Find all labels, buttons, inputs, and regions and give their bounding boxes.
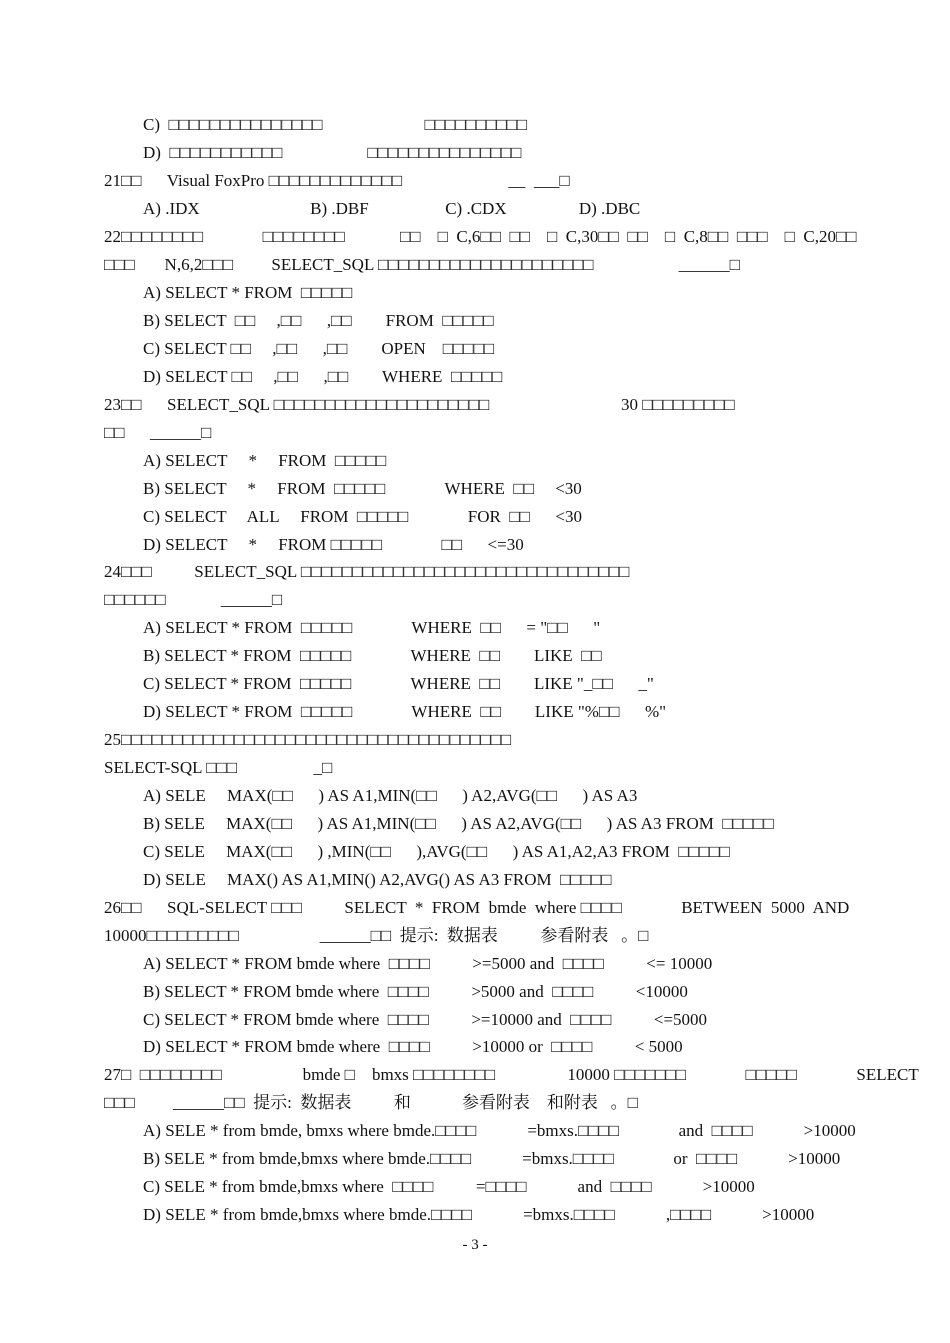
option-line: C) SELECT * FROM □□□□□ WHERE □□ LIKE "_□□ _" <box>143 674 654 693</box>
option-line: C) SELE MAX(□□ ) ,MIN(□□ ),AVG(□□ ) AS A1,A2,A3 FROM □□□□□ <box>143 842 730 861</box>
question-line: 24□□□ SELECT_SQL □□□□□□□□□□□□□□□□□□□□□□□□□□□□□□□□ <box>104 562 630 581</box>
question-line: □□□ N,6,2□□□ SELECT_SQL □□□□□□□□□□□□□□□□□□□□□ ______□ <box>104 255 740 274</box>
question-line: 26□□ SQL-SELECT □□□ SELECT * FROM bmde where □□□□ BETWEEN 5000 AND <box>104 898 850 917</box>
question-line: 27□ □□□□□□□□ bmde □ bmxs □□□□□□□□ 10000 □□□□□□□ □□□□□ SELECT <box>104 1065 919 1084</box>
option-line: B) SELECT □□ ,□□ ,□□ FROM □□□□□ <box>143 311 494 330</box>
option-line: B) SELECT * FROM □□□□□ WHERE □□ LIKE □□ <box>143 646 602 665</box>
option-line: A) SELECT * FROM □□□□□ WHERE □□ = "□□ " <box>143 618 601 637</box>
question-line: 22□□□□□□□□ □□□□□□□□ □□ □ C,6□□ □□ □ C,30□□ □□ □ C,8□□ □□□ □ C,20□□ <box>104 227 857 246</box>
question-line: 21□□ Visual FoxPro □□□□□□□□□□□□□ __ ___□ <box>104 171 570 190</box>
option-line: A) SELECT * FROM □□□□□ <box>143 283 353 302</box>
option-line: B) SELE MAX(□□ ) AS A1,MIN(□□ ) AS A2,AVG(□□ ) AS A3 FROM □□□□□ <box>143 814 774 833</box>
question-line: □□□ ______□□ 提示: 数据表 和 参看附表 和附表 。□ <box>104 1093 638 1112</box>
question-line: □□□□□□ ______□ <box>104 590 283 609</box>
option-line: D) SELECT * FROM □□□□□ □□ <=30 <box>143 535 524 554</box>
option-line: A) .IDX B) .DBF C) .CDX D) .DBC <box>143 199 641 218</box>
option-line: A) SELECT * FROM bmde where □□□□ >=5000 and □□□□ <= 10000 <box>143 954 713 973</box>
option-line: A) SELE MAX(□□ ) AS A1,MIN(□□ ) A2,AVG(□□ ) AS A3 <box>143 786 638 805</box>
option-line: A) SELECT * FROM □□□□□ <box>143 451 387 470</box>
option-line: C) SELECT □□ ,□□ ,□□ OPEN □□□□□ <box>143 339 495 358</box>
question-line: SELECT-SQL □□□ _□ <box>104 758 333 777</box>
option-line: B) SELECT * FROM bmde where □□□□ >5000 and □□□□ <10000 <box>143 982 688 1001</box>
option-line: C) SELE * from bmde,bmxs where □□□□ =□□□□ and □□□□ >10000 <box>143 1177 755 1196</box>
question-line: 23□□ SELECT_SQL □□□□□□□□□□□□□□□□□□□□□ 30 □□□□□□□□□ <box>104 395 735 414</box>
question-line: □□ ______□ <box>104 423 212 442</box>
option-line: D) SELE * from bmde,bmxs where bmde.□□□□ =bmxs.□□□□ ,□□□□ >10000 <box>143 1205 815 1224</box>
option-line: D) SELECT * FROM □□□□□ WHERE □□ LIKE "%□□ %" <box>143 702 667 721</box>
option-line: C) SELECT ALL FROM □□□□□ FOR □□ <30 <box>143 507 582 526</box>
option-line: B) SELE * from bmde,bmxs where bmde.□□□□ =bmxs.□□□□ or □□□□ >10000 <box>143 1149 841 1168</box>
option-line: C) SELECT * FROM bmde where □□□□ >=10000 and □□□□ <=5000 <box>143 1010 708 1029</box>
page-number: - 3 - <box>462 1237 488 1253</box>
option-line: D) SELECT □□ ,□□ ,□□ WHERE □□□□□ <box>143 367 503 386</box>
option-line: D) □□□□□□□□□□□ □□□□□□□□□□□□□□□ <box>143 143 522 162</box>
option-line: D) SELECT * FROM bmde where □□□□ >10000 or □□□□ < 5000 <box>143 1037 683 1056</box>
option-line: C) □□□□□□□□□□□□□□□ □□□□□□□□□□ <box>143 115 528 134</box>
option-line: A) SELE * from bmde, bmxs where bmde.□□□□ =bmxs.□□□□ and □□□□ >10000 <box>143 1121 856 1140</box>
question-line: 25□□□□□□□□□□□□□□□□□□□□□□□□□□□□□□□□□□□□□□ <box>104 730 512 749</box>
option-line: D) SELE MAX() AS A1,MIN() A2,AVG() AS A3 FROM □□□□□ <box>143 870 612 889</box>
question-line: 10000□□□□□□□□□ ______□□ 提示: 数据表 参看附表 。□ <box>104 926 649 945</box>
option-line: B) SELECT * FROM □□□□□ WHERE □□ <30 <box>143 479 582 498</box>
